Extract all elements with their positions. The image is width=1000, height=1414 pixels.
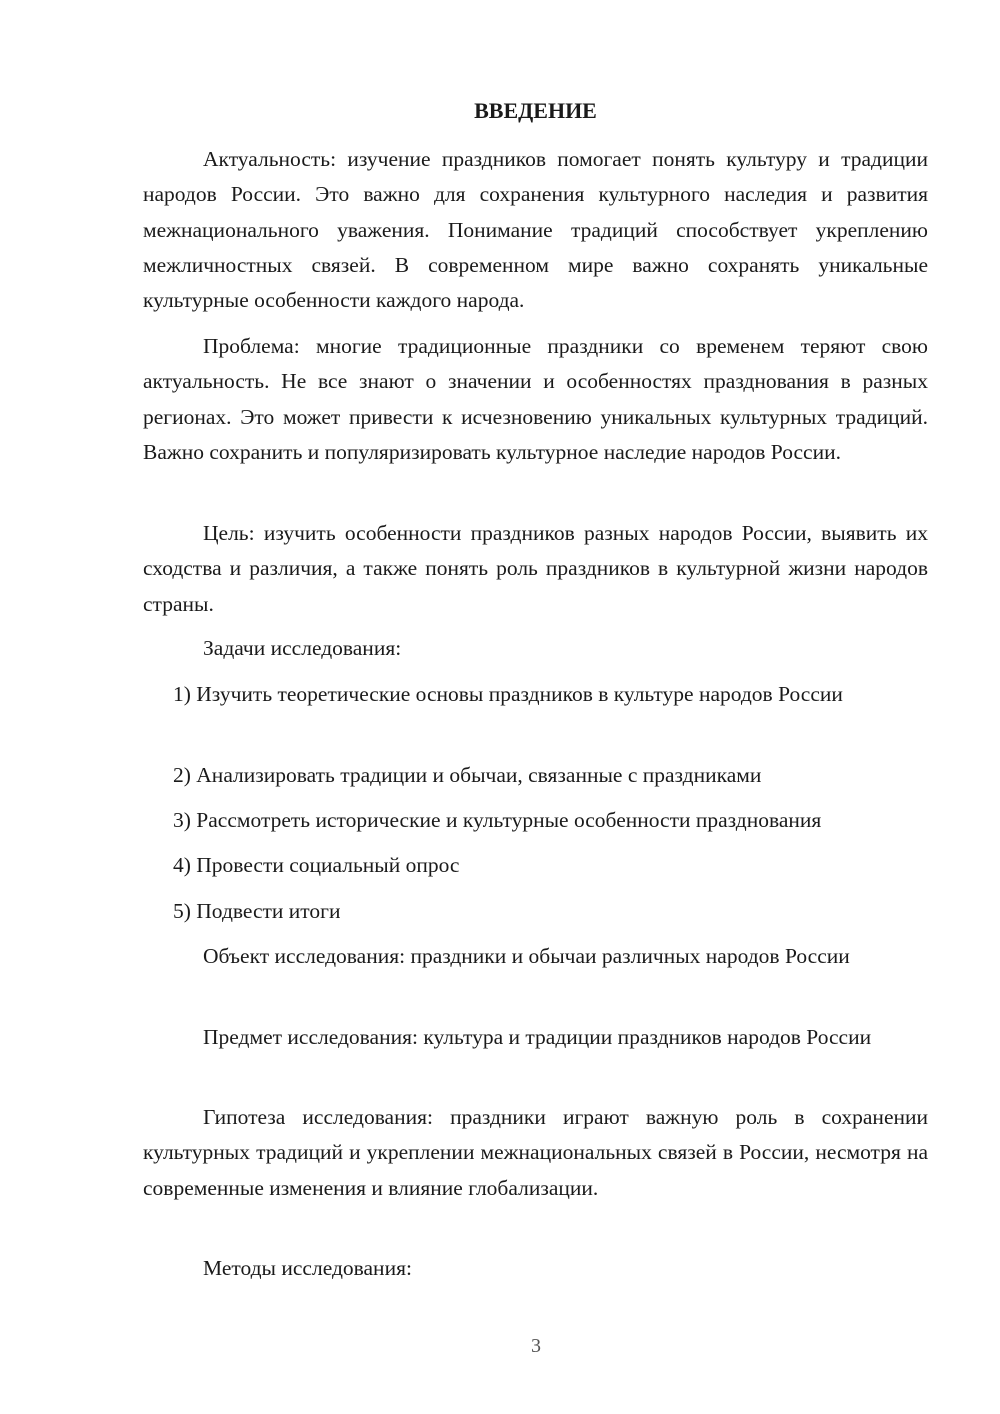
paragraph-problem: Проблема: многие традиционные праздники со временем теряют свою актуальность. Не все знают о значении и особенностях празднования в разных регионах. Это может привести к исчезновению уникальных культурных традиций. Важно сохранить и популяризировать культурное наследие народов России. [143,334,928,464]
paragraph-tasks-intro: Задачи исследования: [203,636,402,660]
task-item-2: 2) Анализировать традиции и обычаи, связанные с праздниками [173,763,762,787]
paragraph-methods-intro: Методы исследования: [203,1256,412,1280]
task-item-4: 4) Провести социальный опрос [173,853,460,877]
task-item-3: 3) Рассмотреть исторические и культурные особенности празднования [173,808,822,832]
paragraph-goal: Цель: изучить особенности праздников разных народов России, выявить их сходства и различия, а также понять роль праздников в культурной жизни народов страны. [143,521,928,616]
paragraph-object: Объект исследования: праздники и обычаи различных народов России [203,944,850,968]
paragraph-relevance: Актуальность: изучение праздников помогает понять культуру и традиции народов России. Это важно для сохранения культурного наследия и развития межнационального уважения. Понимание традиций способствует укреплению межличностных связей. В современном мире важно сохранять уникальные культурные особенности каждого народа. [143,147,928,313]
section-heading: ВВЕДЕНИЕ [474,98,597,123]
task-item-5: 5) Подвести итоги [173,899,341,923]
task-item-1: 1) Изучить теоретические основы праздников в культуре народов России [173,682,843,706]
paragraph-hypothesis: Гипотеза исследования: праздники играют важную роль в сохранении культурных традиций и укреплении межнациональных связей в России, несмотря на современные изменения и влияние глобализации. [143,1105,928,1200]
paragraph-subject: Предмет исследования: культура и традиции праздников народов России [203,1025,872,1049]
page-number: 3 [531,1335,541,1357]
